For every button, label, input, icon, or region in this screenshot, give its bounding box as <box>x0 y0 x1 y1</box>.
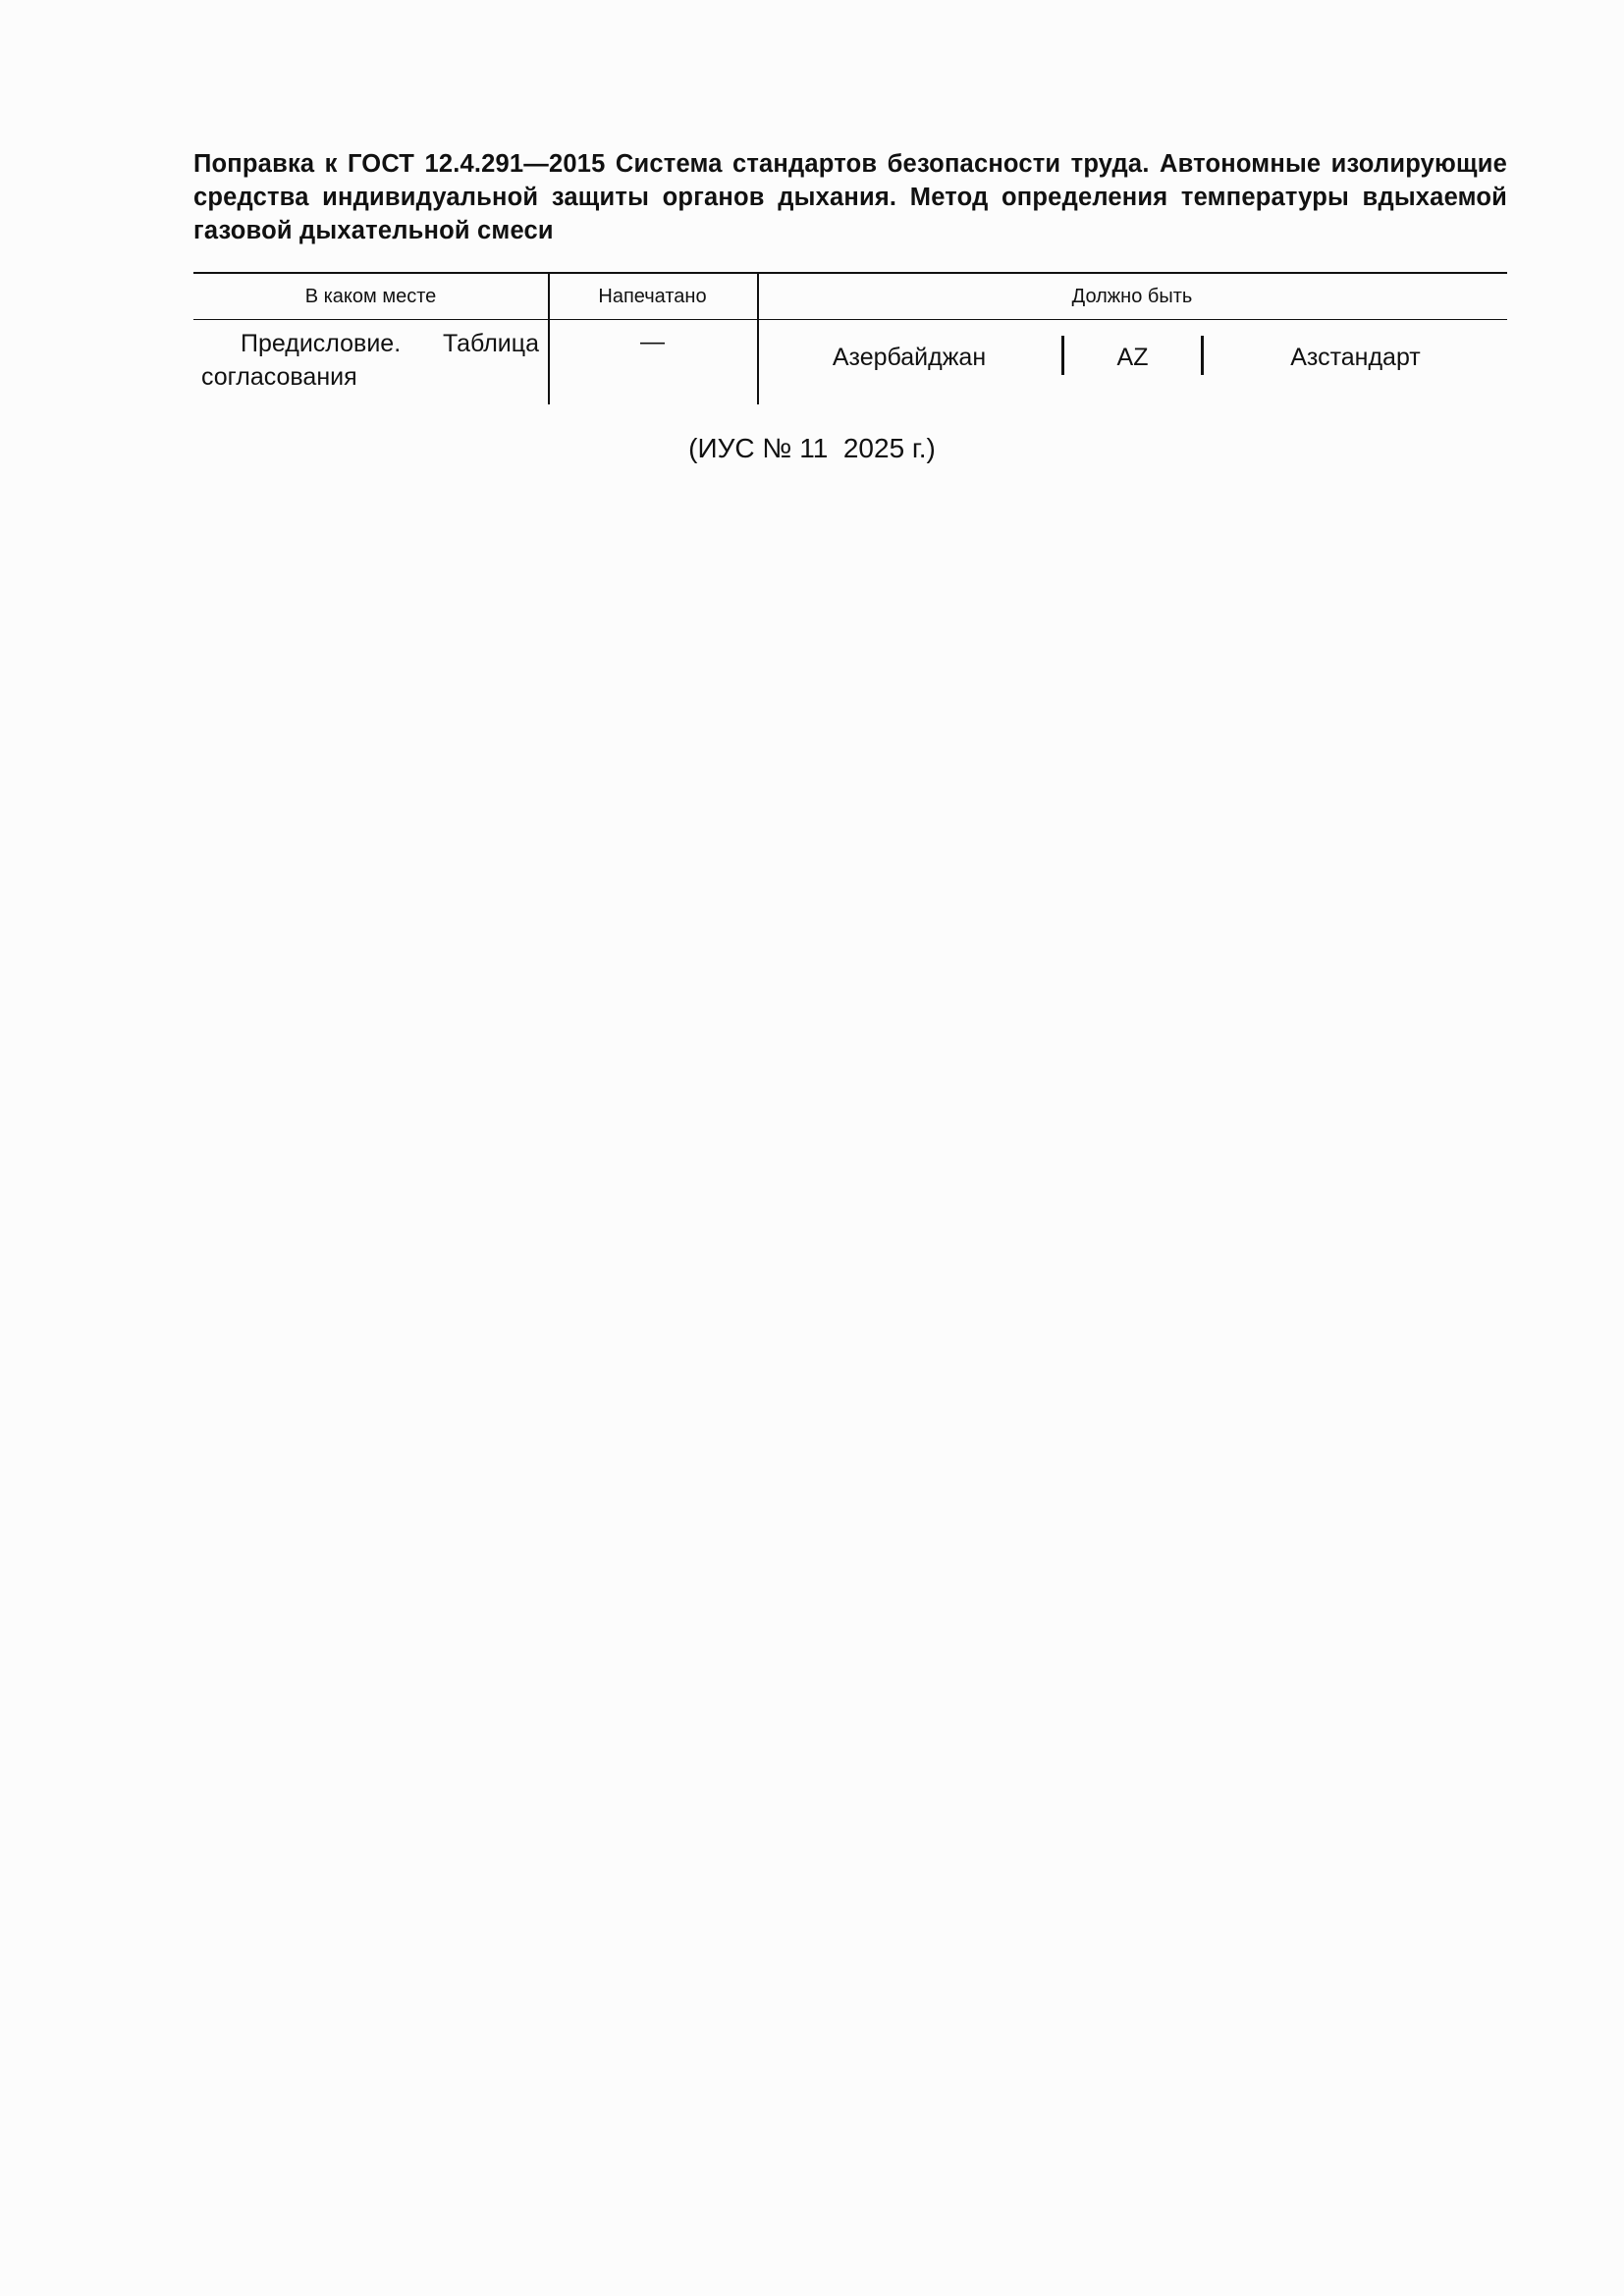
header-printed: Напечатано <box>598 286 707 307</box>
table-cell-code: AZ <box>1116 344 1149 371</box>
table-top-rule <box>193 272 1507 274</box>
table-cell-where <box>201 327 539 394</box>
table-cell-organization: Азстандарт <box>1290 344 1421 371</box>
table-cell-country: Азербайджан <box>832 344 987 371</box>
publication-note: (ИУС № 11 2025 г.) <box>688 433 936 463</box>
correction-table <box>193 272 1507 404</box>
table-header-rule <box>193 319 1507 320</box>
header-where: В каком месте <box>304 286 437 307</box>
header-should-be: Должно быть <box>1071 286 1193 307</box>
table-cell-printed: — <box>640 328 665 355</box>
page-title: Поправка к ГОСТ 12.4.291—2015 Система стандартов безопасности труда. Автономные изолирующие средства индивидуальной защиты органов дыхания. Метод определения температуры вдыхаемой газовой дыхательной смеси <box>193 150 1507 244</box>
where-text: Предисловие. Таблица согласования <box>201 330 539 391</box>
